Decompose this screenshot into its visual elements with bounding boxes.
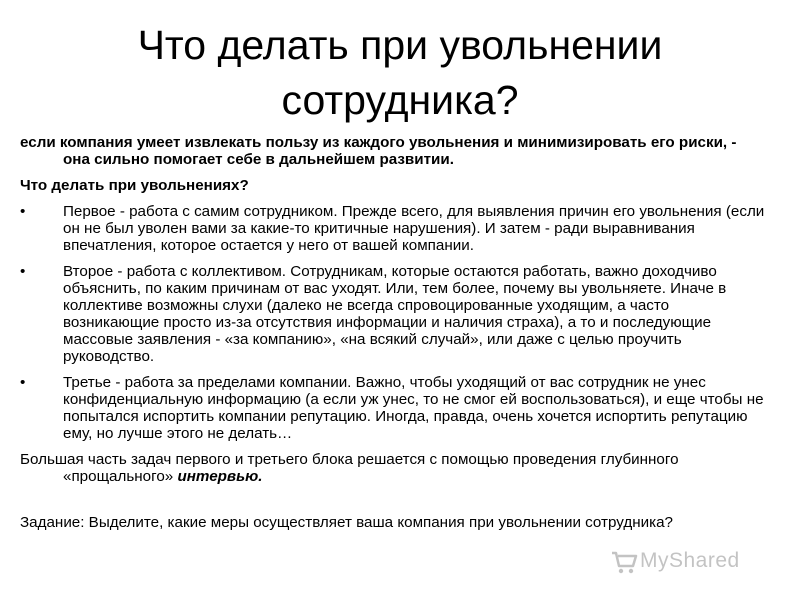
watermark xyxy=(610,548,770,576)
bullet-item-3 xyxy=(20,374,765,442)
task-paragraph: Задание: Выделите, какие меры осуществляет ваша компания при увольнении сотрудника? xyxy=(20,514,673,531)
spacer xyxy=(20,494,765,514)
bullet-marker: • xyxy=(20,263,26,280)
cart-logo-icon xyxy=(610,548,638,576)
title-line-2: сотрудника? xyxy=(281,77,519,123)
title-line-1: Что делать при увольнении xyxy=(137,22,663,68)
summary-paragraph xyxy=(20,451,765,485)
question-heading: Что делать при увольнениях? xyxy=(20,177,249,194)
slide-title xyxy=(60,18,740,128)
bullet-text: Второе - работа с коллективом. Сотрудникам, которые остаются работать, важно доходчиво объяснить, по каким причинам от вас уходят. Или, тем более, почему вы увольняете. Иначе в коллективе возможны слухи (далеко не всегда спровоцированные уходящим, а часто возникающие просто из-за отсутствия информации и наличия страха), а то и последующие массовые заявления - «за компанию», «на всякий случай», или даже с целью проучить руководство. xyxy=(63,263,727,365)
slide-body xyxy=(20,134,765,540)
summary-emphasis: интервью. xyxy=(177,468,263,485)
watermark-text: MyShared xyxy=(640,549,740,572)
bullet-item-2 xyxy=(20,263,765,365)
bullet-text: Первое - работа с самим сотрудником. Прежде всего, для выявления причин его увольнения (если он не был уволен вами за какие-то критичные нарушения). И затем - ради выравнивания впечатления, которое остается у него от вашей компании. xyxy=(63,203,765,254)
bullet-marker: • xyxy=(20,203,26,220)
bullet-text: Третье - работа за пределами компании. Важно, чтобы уходящий от вас сотрудник не унес конфиденциальную информацию (а если уж унес, то не смог ей воспользоваться), и еще чтобы не попытался испортить компании репутацию. Иногда, правда, очень хочется испортить репутацию ему, но лучше этого не делать… xyxy=(63,374,764,442)
intro-paragraph: если компания умеет извлекать пользу из каждого увольнения и минимизировать его риски, - она сильно помогает себе в дальнейшем развитии. xyxy=(20,134,737,168)
summary-text: Большая часть задач первого и третьего блока решается с помощью проведения глубинного «прощального» xyxy=(20,451,679,485)
bullet-item-1 xyxy=(20,203,765,254)
bullet-marker: • xyxy=(20,374,26,391)
